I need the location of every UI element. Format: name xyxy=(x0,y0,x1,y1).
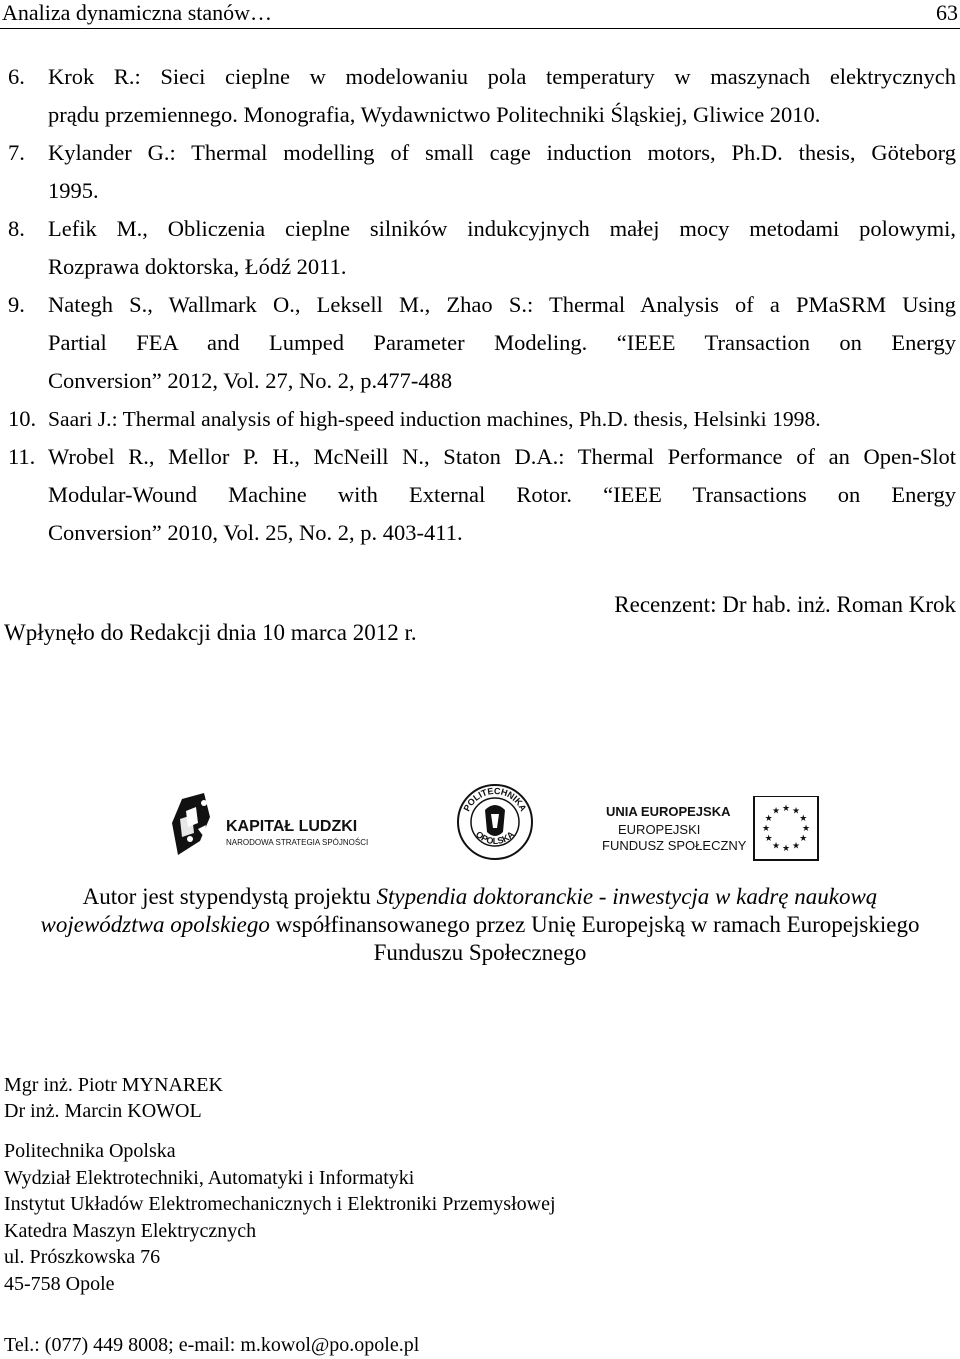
eu-star-icon: ★ xyxy=(761,824,771,834)
reference-number: 7. xyxy=(8,140,25,165)
reference-number: 8. xyxy=(8,216,25,241)
reference-line: Rozprawa doktorska, Łódź 2011. xyxy=(48,254,347,279)
received-date: Wpłynęło do Redakcji dnia 10 marca 2012 r. xyxy=(4,620,417,645)
reference-text xyxy=(48,400,956,438)
affiliation-line: ul. Prószkowska 76 xyxy=(4,1246,161,1268)
funding-text-2: współfinansowanego przez Unię Europejską w ramach Europejskiego Funduszu Społecznego xyxy=(269,912,920,965)
reference-item xyxy=(8,400,956,438)
eu-star-icon: ★ xyxy=(801,824,811,834)
author-name: Mgr inż. Piotr MYNAREK xyxy=(4,1074,223,1096)
funding-text-1: Autor jest stypendystą projektu xyxy=(82,884,377,909)
project-title: Stypendia doktoranckie - inwestycja w kadrę naukową województwa opolskiego xyxy=(40,884,878,937)
running-title: Analiza dynamiczna stanów… xyxy=(2,0,273,25)
reference-line: 1995. xyxy=(48,178,99,203)
svg-text:OPOLSKA: OPOLSKA xyxy=(473,829,517,847)
eu-star-icon: ★ xyxy=(764,814,773,824)
eu-star-icon: ★ xyxy=(771,841,781,852)
reference-text xyxy=(48,58,956,134)
running-header xyxy=(0,0,960,29)
kapital-ludzki-logo xyxy=(170,793,390,870)
svg-text:KAPITAŁ LUDZKI: KAPITAŁ LUDZKI xyxy=(226,818,358,835)
kapital-ludzki-emblem-icon xyxy=(170,793,390,865)
eu-star-icon: ★ xyxy=(771,806,781,817)
reference-list xyxy=(8,58,956,552)
contact-info: Tel.: (077) 449 8008; e-mail: m.kowol@po.opole.pl xyxy=(4,1334,420,1356)
university-seal-icon xyxy=(455,780,535,864)
reference-item xyxy=(8,134,956,210)
reference-line: Conversion” 2010, Vol. 25, No. 2, p. 403-411. xyxy=(48,520,463,545)
eu-star-icon: ★ xyxy=(799,834,808,844)
reference-number: 9. xyxy=(8,292,25,317)
reference-item xyxy=(8,210,956,286)
reference-text xyxy=(48,286,956,400)
svg-text:NARODOWA STRATEGIA SPÓJNOŚCI: NARODOWA STRATEGIA SPÓJNOŚCI xyxy=(226,838,369,847)
reference-number: 6. xyxy=(8,64,25,89)
reference-text xyxy=(48,134,956,210)
reference-line: Conversion” 2012, Vol. 27, No. 2, p.477-488 xyxy=(48,368,453,393)
reference-line: Lefik M., Obliczenia cieplne silników indukcyjnych małej mocy metodami polowymi, xyxy=(48,216,956,241)
svg-text:EUROPEJSKI: EUROPEJSKI xyxy=(618,822,701,837)
reference-number: 11. xyxy=(8,444,36,469)
eu-star-icon: ★ xyxy=(791,806,801,817)
reference-line: prądu przemiennego. Monografia, Wydawnictwo Politechniki Śląskiej, Gliwice 2010. xyxy=(48,102,821,127)
reference-line: Nategh S., Wallmark O., Leksell M., Zhao S.: Thermal Analysis of a PMaSRM Using xyxy=(48,292,956,317)
affiliation-block xyxy=(4,1138,556,1297)
reviewer-note: Recenzent: Dr hab. inż. Roman Krok xyxy=(614,592,956,617)
reference-line: Wrobel R., Mellor P. H., McNeill N., Staton D.A.: Thermal Performance of an Open-Slot xyxy=(48,444,956,469)
svg-text:FUNDUSZ SPOŁECZNY: FUNDUSZ SPOŁECZNY xyxy=(602,838,747,853)
funding-statement xyxy=(30,883,930,967)
reference-item xyxy=(8,58,956,134)
reference-line: Partial FEA and Lumped Parameter Modeling. “IEEE Transaction on Energy xyxy=(48,330,956,355)
affiliation-line: Wydział Elektrotechniki, Automatyki i Informatyki xyxy=(4,1166,415,1189)
eu-star-icon: ★ xyxy=(781,804,791,814)
reference-line: Krok R.: Sieci cieplne w modelowaniu pola temperatury w maszynach elektrycznych xyxy=(48,64,956,89)
reference-item xyxy=(8,286,956,400)
reference-line: Kylander G.: Thermal modelling of small cage induction motors, Ph.D. thesis, Göteborg xyxy=(48,140,956,165)
politechnika-opolska-logo xyxy=(455,780,535,869)
eu-star-icon: ★ xyxy=(764,834,773,844)
reference-item xyxy=(8,438,956,552)
affiliation-line: Katedra Maszyn Elektrycznych xyxy=(4,1219,257,1242)
reference-text xyxy=(48,438,956,552)
reference-line: Modular-Wound Machine with External Rotor. “IEEE Transactions on Energy xyxy=(48,482,956,507)
eu-star-icon: ★ xyxy=(799,814,808,824)
affiliation-line: Politechnika Opolska xyxy=(4,1140,176,1162)
page-number: 63 xyxy=(936,0,958,25)
affiliation-line: 45-758 Opole xyxy=(4,1272,115,1295)
svg-text:UNIA EUROPEJSKA: UNIA EUROPEJSKA xyxy=(606,804,731,819)
reference-line: Saari J.: Thermal analysis of high-speed induction machines, Ph.D. thesis, Helsinki 1998. xyxy=(48,407,821,431)
svg-text:POLITECHNIKA: POLITECHNIKA xyxy=(461,785,529,813)
eu-star-icon: ★ xyxy=(791,841,801,852)
affiliation-line: Instytut Układów Elektromechanicznych i Elektroniki Przemysłowej xyxy=(4,1193,556,1215)
eu-star-icon: ★ xyxy=(781,844,791,854)
reference-number: 10. xyxy=(8,406,37,431)
eu-flag-icon xyxy=(600,796,820,862)
author-name: Dr inż. Marcin KOWOL xyxy=(4,1100,202,1122)
ue-efs-logo xyxy=(600,796,820,867)
author-list xyxy=(4,1072,223,1124)
reference-text xyxy=(48,210,956,286)
